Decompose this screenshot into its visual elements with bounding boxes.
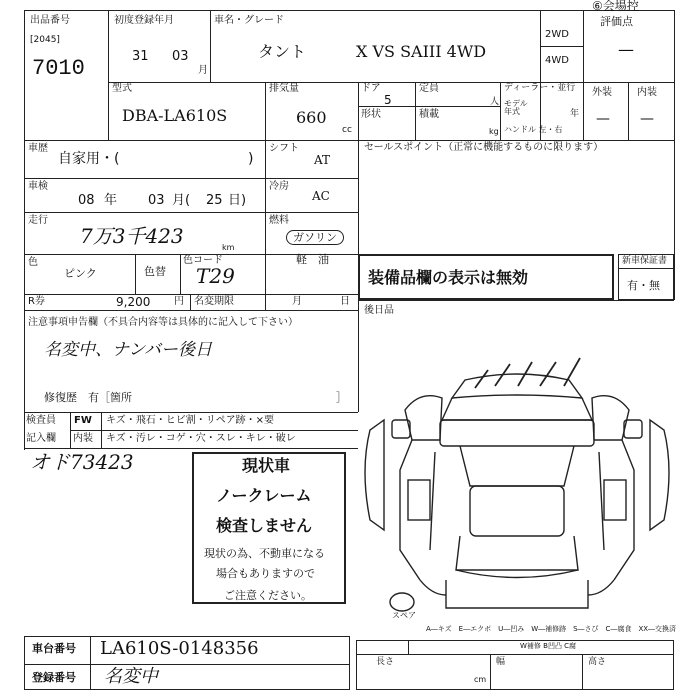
capacity-unit: 人 <box>490 97 500 107</box>
venue-label: ⑥会場控 <box>592 0 639 13</box>
drive-2wd: 2WD <box>545 29 569 40</box>
cm-unit: cm <box>474 675 487 684</box>
month-unit-2: 月 <box>292 296 302 307</box>
recycle-value: 9,200 <box>116 295 151 309</box>
reg-label: 登録番号 <box>32 671 76 684</box>
divider <box>101 412 102 448</box>
fuel-light-oil: 軽 油 <box>296 253 329 266</box>
divider <box>24 448 358 449</box>
shift-value: AT <box>314 153 331 167</box>
ac-label: 冷房 <box>269 181 289 192</box>
capacity-label: 定員 <box>419 83 439 94</box>
divider <box>70 430 358 431</box>
size-table <box>356 640 674 690</box>
divider <box>210 10 211 82</box>
divider <box>108 10 109 140</box>
stamp-line1: 現状車 <box>242 456 291 475</box>
repair-close: ］ <box>336 391 347 404</box>
length-label: 長さ <box>376 657 395 667</box>
insp-day-unit: 日) <box>228 193 247 208</box>
insp-month-unit: 月( <box>172 193 191 208</box>
divider <box>90 636 91 690</box>
divider <box>540 46 583 47</box>
divider <box>408 640 409 654</box>
model-label: 型式 <box>112 83 132 94</box>
rating-value: — <box>618 40 634 59</box>
lot-sub: [2045] <box>30 35 60 45</box>
color-code-label: 色コード <box>183 255 223 266</box>
model-year-label: モデル年式 <box>504 99 528 116</box>
displacement-label: 排気量 <box>269 83 299 94</box>
width-label: 幅 <box>496 657 506 667</box>
mileage-label: 走行 <box>28 215 48 226</box>
inspector-label-1: 検査員 <box>26 415 56 426</box>
divider <box>190 294 191 310</box>
drive-4wd: 4WD <box>545 55 569 66</box>
divider <box>24 140 674 141</box>
stamp-line6: ご注意ください。 <box>224 589 312 602</box>
later-label: 後日品 <box>364 305 394 316</box>
divider <box>358 106 500 107</box>
repair-label: 修復歴 有［箇所 <box>44 391 132 404</box>
inspector-row1: キズ・飛石・ヒビ割・リペア跡・×要 <box>106 415 274 426</box>
month-unit: 月 <box>198 65 208 76</box>
divider <box>265 212 358 213</box>
warranty-value: 有・無 <box>627 279 660 292</box>
divider <box>70 412 71 448</box>
divider <box>135 254 136 294</box>
divider <box>24 294 358 295</box>
name-change-label: 名変期限 <box>194 296 234 307</box>
name-label: 車名・グレード <box>214 15 284 26</box>
inspector-interior: 内装 <box>73 433 93 444</box>
divider <box>24 310 358 311</box>
divider <box>358 300 674 301</box>
spare-label: スペア <box>392 611 416 620</box>
legend: A―キズ E―エクボ U―凹み W―補修跡 S―さび C―腐食 XX―交換済 <box>426 625 677 633</box>
rating-label: 評価点 <box>600 15 633 28</box>
divider <box>24 10 674 11</box>
exterior-label: 外装 <box>592 87 612 98</box>
handle-label: ハンドル 左・右 <box>504 125 563 134</box>
ac-value: AC <box>312 189 330 203</box>
divider <box>500 82 501 140</box>
load-unit: kg <box>489 127 499 136</box>
interior-label: 内装 <box>637 87 657 98</box>
warranty-label: 新車保証書 <box>622 256 668 266</box>
divider <box>24 664 350 665</box>
lot-label: 出品番号 <box>30 15 70 26</box>
car-damage-diagram <box>360 340 674 630</box>
inspector-label-2: 記入欄 <box>26 433 56 444</box>
divider <box>356 654 674 655</box>
divider <box>583 10 584 140</box>
lot-number: 7010 <box>32 56 85 81</box>
shape-label: 形状 <box>361 109 381 120</box>
stamp-line2: ノークレーム <box>216 486 312 505</box>
reg-value: 名変中 <box>104 666 158 687</box>
equipment-notice: 装備品欄の表示は無効 <box>368 268 529 287</box>
shift-label: シフト <box>269 143 299 154</box>
mileage-value: 7万3千423 <box>80 224 184 248</box>
inspection-label: 車検 <box>28 181 48 192</box>
insp-year-unit: 年 <box>104 193 118 208</box>
divider <box>415 82 416 140</box>
year-unit: 年 <box>570 109 580 119</box>
dealer-label: ディーラー・並行 <box>504 83 576 93</box>
insp-month: 03 <box>148 193 165 208</box>
divider <box>674 10 675 140</box>
inspector-row2: キズ・汚レ・コゲ・穴・スレ・キレ・破レ <box>106 433 296 444</box>
divider <box>180 254 181 294</box>
mileage-unit: km <box>222 243 235 252</box>
divider <box>265 140 266 310</box>
color-label: 色 <box>28 257 38 268</box>
color-value: ピンク <box>64 267 97 280</box>
stamp-line3: 検査しません <box>216 516 313 535</box>
divider <box>618 268 674 269</box>
usage-value: 自家用・( <box>58 151 120 167</box>
door-label: ドア <box>361 83 381 94</box>
divider <box>628 82 629 140</box>
fuel-gasoline: ガソリン <box>286 230 344 245</box>
notes-label: 注意事項申告欄（不具合内容等は具体的に記入して下さい） <box>28 317 298 328</box>
day-unit: 日 <box>340 296 350 307</box>
divider <box>265 178 358 179</box>
interior-value: — <box>640 111 654 127</box>
car-name: タント <box>258 42 307 61</box>
color-code-value: T29 <box>196 264 235 288</box>
fuel-label: 燃料 <box>269 215 289 226</box>
divider <box>24 212 265 213</box>
first-reg-year: 31 <box>132 49 149 64</box>
insp-year: 08 <box>78 193 95 208</box>
divider <box>24 310 25 450</box>
exterior-value: — <box>596 111 610 127</box>
stamp-line4: 現状の為、不動車になる <box>204 547 325 560</box>
displacement-unit: cc <box>342 125 352 135</box>
divider <box>358 82 359 140</box>
height-label: 高さ <box>588 657 607 667</box>
divider <box>24 178 265 179</box>
sales-point-label: セールスポイント（正常に機能するものに限ります） <box>364 142 604 153</box>
stamp-line5: 場合もありますので <box>216 567 315 580</box>
usage-label: 車歴 <box>28 143 48 154</box>
color-no-label: 色替 <box>144 265 166 278</box>
chassis-label: 車台番号 <box>32 642 76 655</box>
divider <box>24 10 25 310</box>
recycle-label: R券 <box>28 296 45 307</box>
legend-2: W補修 B凹凸 C腐 <box>520 642 577 650</box>
divider <box>582 654 583 690</box>
inspector-fw: FW <box>74 415 92 426</box>
divider <box>674 140 675 300</box>
usage-close: ) <box>248 151 254 167</box>
first-reg-label: 初度登録年月 <box>114 15 174 26</box>
divider <box>24 412 358 413</box>
notes-handwritten: 名変中、ナンバー後日 <box>44 340 212 360</box>
odometer-handwritten: オド73423 <box>30 450 134 474</box>
divider <box>265 82 266 140</box>
divider <box>358 310 359 412</box>
divider <box>490 654 491 690</box>
grade: X VS SAIII 4WD <box>356 42 487 61</box>
displacement-value: 660 <box>296 108 327 127</box>
door-value: 5 <box>384 93 392 107</box>
chassis-value: LA610S-0148356 <box>100 638 259 659</box>
model-value: DBA-LA610S <box>122 106 228 125</box>
load-label: 積載 <box>419 109 439 120</box>
first-reg-month: 03 <box>172 49 189 64</box>
recycle-unit: 円 <box>174 296 184 307</box>
insp-day: 25 <box>206 193 223 208</box>
divider <box>540 10 541 140</box>
